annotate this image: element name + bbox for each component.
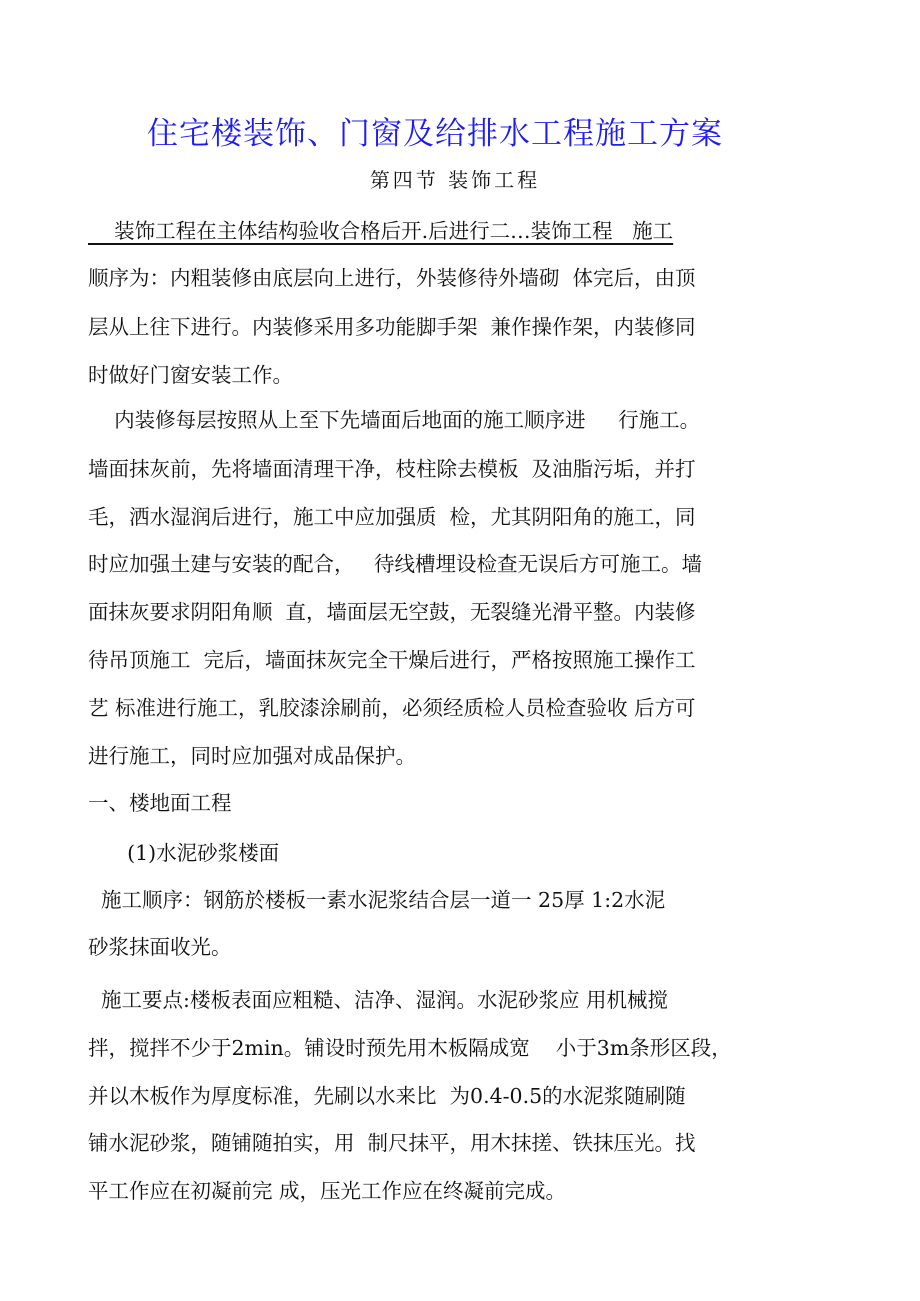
paragraph-2-line-2: 墙面抹灰前，先将墙面清理干净，枝柱除去模板 及油脂污垢，并打 xyxy=(88,457,696,481)
paragraph-1-line-3: 层从上往下进行。内装修采用多功能脚手架 兼作操作架，内装修同 xyxy=(88,315,696,339)
paragraph-2-line-8: 进行施工，同时应加强对成品保护。 xyxy=(88,744,416,768)
paragraph-1-line-2: 顺序为：内粗装修由底层向上进行，外装修待外墙砌 体完后，由顶 xyxy=(88,266,696,290)
construction-points-line-1: 施工要点:楼板表面应粗糙、洁净、湿润。水泥砂浆应 用机械搅 xyxy=(88,988,668,1012)
document-title: 住宅楼装饰、门窗及给排水工程施工方案 xyxy=(147,116,723,152)
paragraph-1-line-4: 时做好门窗安装工作。 xyxy=(88,363,293,387)
subheading-cement-mortar-floor: (1)水泥砂浆楼面 xyxy=(88,841,280,865)
paragraph-2-line-4: 时应加强土建与安装的配合， 待线槽埋设检查无误后方可施工。墙 xyxy=(88,552,703,576)
paragraph-2-line-6: 待吊顶施工 完后，墙面抹灰完全干燥后进行，严格按照施工操作工 xyxy=(88,648,696,672)
paragraph-2-line-5: 面抹灰要求阴阳角顺 直，墙面层无空鼓，无裂缝光滑平整。内装修 xyxy=(88,600,696,624)
paragraph-2-line-7: 艺 标准进行施工，乳胶漆涂刷前，必须经质检人员检查验收 后方可 xyxy=(88,696,696,720)
paragraph-2-line-1: 内装修每层按照从上至下先墙面后地面的施工顺序进 行施工。 xyxy=(88,408,701,432)
paragraph-1-line-1: 装饰工程在主体结构验收合格后开.后进行二…装饰工程 施工 xyxy=(88,219,674,243)
construction-points-line-5: 平工作应在初凝前完 成，压光工作应在终凝前完成。 xyxy=(88,1179,567,1203)
construction-points-line-2: 拌，搅拌不少于2min。铺设时预先用木板隔成宽 小于3m条形区段， xyxy=(88,1036,732,1060)
paragraph-2-line-3: 毛，洒水湿润后进行，施工中应加强质 检，尤其阴阳角的施工，同 xyxy=(88,505,696,529)
construction-sequence-line-1: 施工顺序：钢筋於楼板一素水泥浆结合层一道一 25厚 1:2水泥 xyxy=(88,888,666,912)
construction-points-line-4: 铺水泥砂浆，随铺随拍实，用 制尺抹平，用木抹搓、铁抹压光。找 xyxy=(88,1131,696,1155)
heading-floor-works: 一、楼地面工程 xyxy=(88,791,232,815)
section-heading: 第四节 装饰工程 xyxy=(369,168,541,192)
construction-points-line-3: 并以木板作为厚度标准，先刷以水来比 为0.4-0.5的水泥浆随刷随 xyxy=(88,1084,686,1108)
construction-sequence-line-2: 砂浆抹面收光。 xyxy=(88,935,232,959)
